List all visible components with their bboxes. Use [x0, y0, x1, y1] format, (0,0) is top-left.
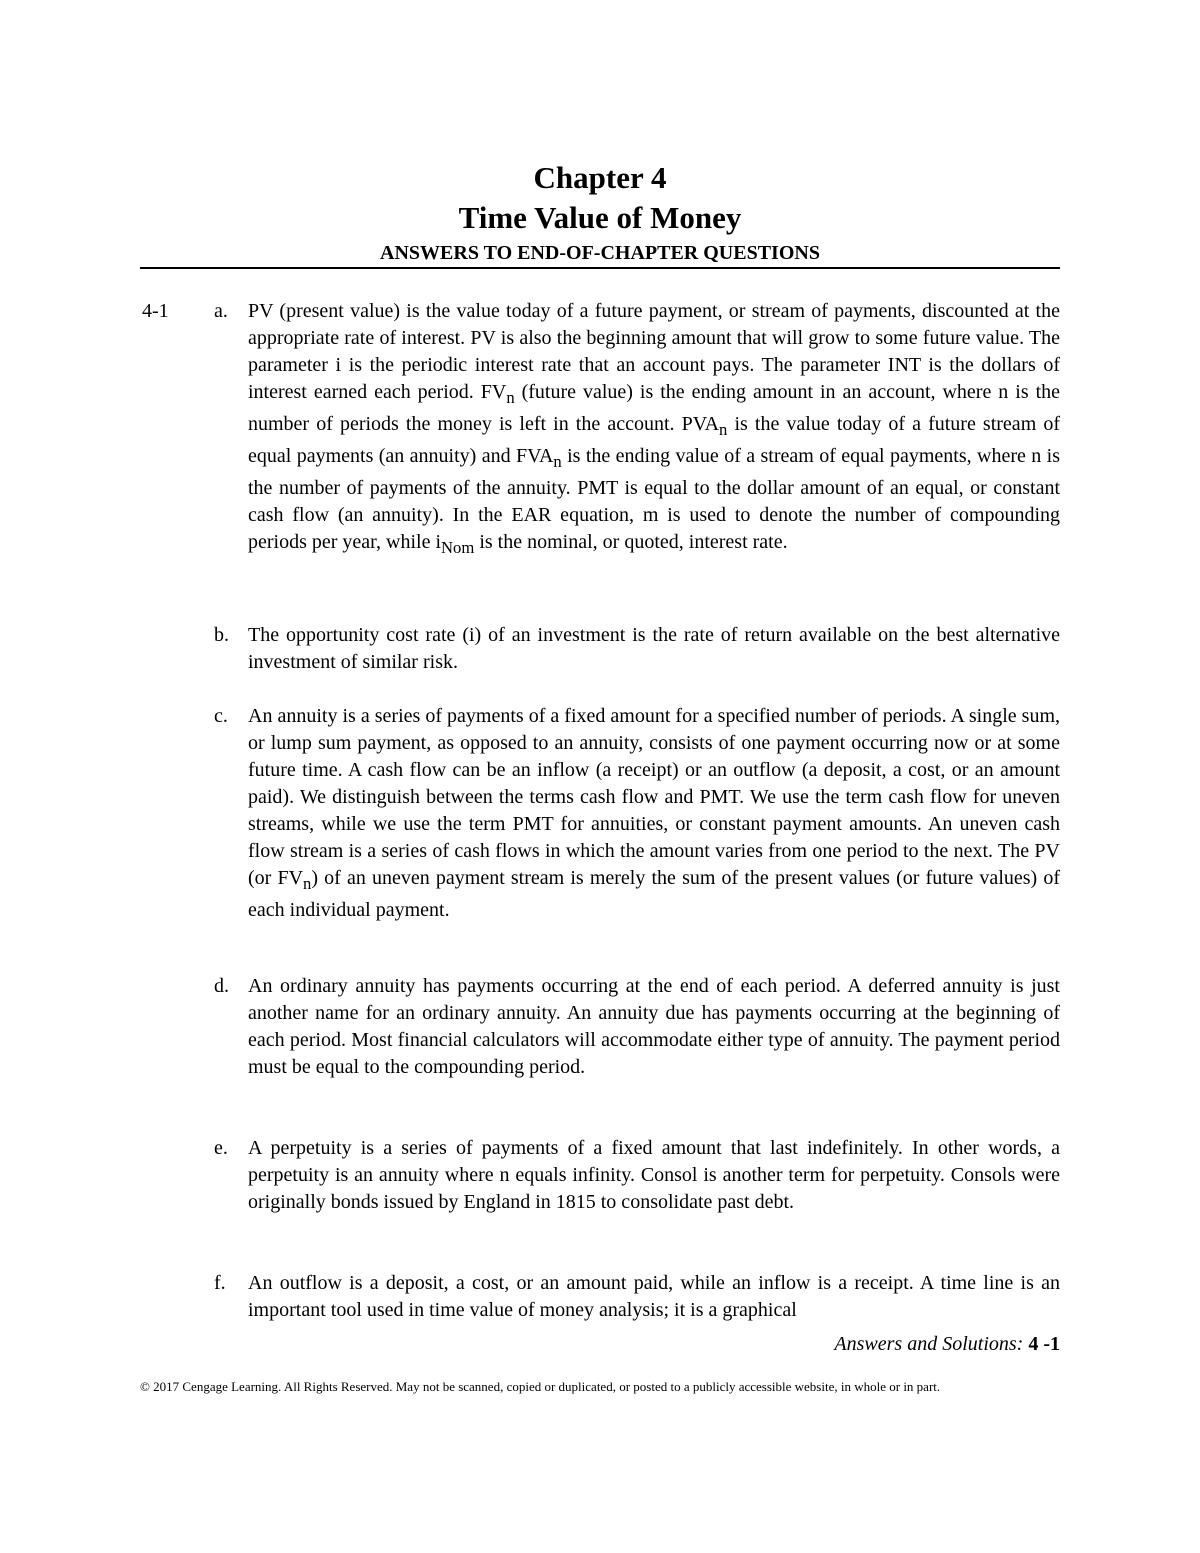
- heading-divider: [140, 267, 1060, 269]
- item-label: e.: [214, 1137, 228, 1159]
- item-label: d.: [214, 975, 229, 997]
- answer-item-b: [214, 622, 1060, 676]
- item-text: An annuity is a series of payments of a fixed amount for a specified number of periods. A single sum, or lump sum payment, as opposed to an annuity, consists of one payment occurring now or at some future time. A cash flow can be an inflow (a receipt) or an outflow (a deposit, a cost, or an amount paid). We distinguish between the terms cash flow and PMT. We use the term cash flow for uneven streams, while we use the term PMT for annuities, or constant payment amounts. An uneven cash flow stream is a series of cash flows in which the amount varies from one period to the next. The PV (or $FV_n$) of an uneven payment stream is merely the sum of the present values (or future values) of each individual payment.: [248, 705, 1060, 921]
- item-label: c.: [214, 705, 228, 727]
- chapter-title: Time Value of Money: [458, 200, 742, 235]
- answer-item-c: [214, 703, 1060, 924]
- page-number: 4 -1: [1028, 1333, 1060, 1355]
- item-text: An outflow is a deposit, a cost, or an amount paid, while an inflow is a receipt. A time line is an important tool used in time value of money analysis; it is a graphical: [248, 1272, 1060, 1321]
- question-number: 4-1: [142, 300, 169, 322]
- item-text: An ordinary annuity has payments occurring at the end of each period. A deferred annuity is just another name for an ordinary annuity. An annuity due has payments occurring at the beginning of each period. Most financial calculators will accommodate either type of annuity. The payment period must be equal to the compounding period.: [248, 975, 1060, 1078]
- item-text: A perpetuity is a series of payments of a fixed amount that last indefinitely. In other words, a perpetuity is an annuity where n equals infinity. Consol is another term for perpetuity. Consols were originally bonds issued by England in 1815 to consolidate past debt.: [248, 1137, 1060, 1213]
- answer-item-f: [214, 1270, 1060, 1324]
- chapter-heading: Chapter 4: [533, 160, 667, 195]
- answer-item-a: [214, 298, 1060, 561]
- item-label: f.: [214, 1272, 226, 1294]
- footer-label: Answers and Solutions:: [834, 1333, 1024, 1355]
- answer-item-d: [214, 973, 1060, 1081]
- item-text: The opportunity cost rate (i) of an investment is the rate of return available on the best alternative investment of similar risk.: [248, 624, 1060, 673]
- item-text: PV (present value) is the value today of a future payment, or stream of payments, discounted at the appropriate rate of interest. PV is also the beginning amount that will grow to some future value. The parameter i is the periodic interest rate that an account pays. The parameter INT is the dollars of interest earned each period. $FV_n$ (future value) is the ending amount in an account, where n is the number of periods the money is left in the account. $PVA_n$ is the value today of a future stream of equal payments (an annuity) and $FVA_n$ is the ending value of a stream of equal payments, where n is the number of payments of the annuity. PMT is equal to the dollar amount of an equal, or constant cash flow (an annuity). In the EAR equation, m is used to denote the number of compounding periods per year, while $i_{Nom}$ is the nominal, or quoted, interest rate.: [248, 300, 1060, 557]
- page-footer: [140, 1330, 1060, 1358]
- answer-item-e: [214, 1135, 1060, 1216]
- copyright-notice: © 2017 Cengage Learning. All Rights Reserved. May not be scanned, copied or duplicated, or posted to a publicly accessible website, in whole or in part.: [140, 1379, 941, 1394]
- item-label: a.: [214, 300, 228, 322]
- item-label: b.: [214, 624, 229, 646]
- section-heading: ANSWERS TO END-OF-CHAPTER QUESTIONS: [380, 242, 820, 264]
